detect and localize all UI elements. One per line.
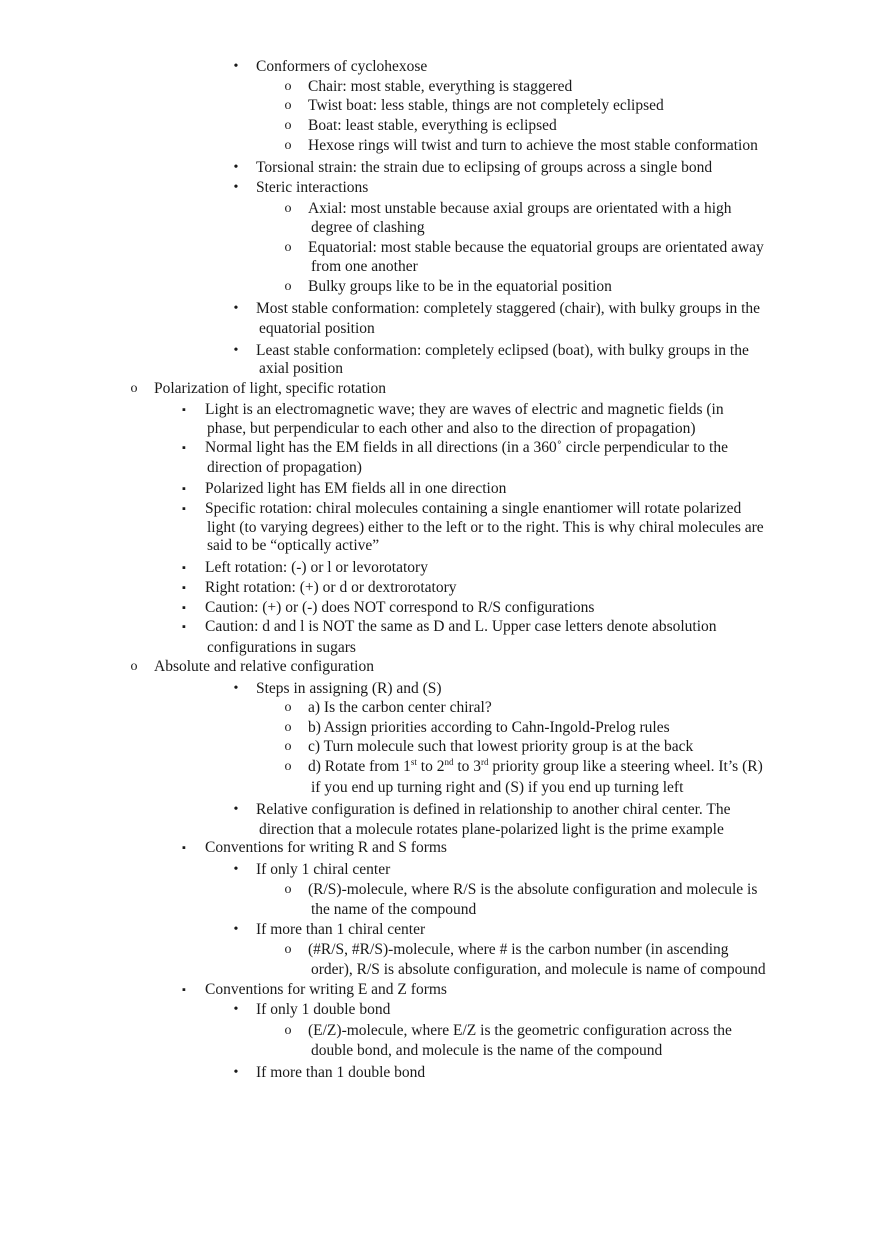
bullet-circle: o [284, 118, 292, 133]
bullet-square: ▪ [182, 442, 186, 454]
bullet-square: ▪ [182, 621, 186, 633]
bullet-circle: o [284, 279, 292, 294]
polarization-title: Polarization of light, specific rotation [154, 380, 387, 397]
rs-one-desc: (R/S)-molecule, where R/S is the absolute configuration and molecule is [308, 881, 758, 898]
conformers-title: Conformers of cyclohexose [256, 58, 428, 75]
step-d-part3: to 3 [453, 758, 482, 775]
rs-more-chiral: If more than 1 chiral center [256, 921, 426, 938]
ez-one-desc: (E/Z)-molecule, where E/Z is the geometric configuration across the [308, 1022, 732, 1039]
least-stable: Least stable conformation: completely eclipsed (boat), with bulky groups in the [256, 342, 749, 359]
polarization-left: Left rotation: (-) or l or levorotatory [205, 559, 428, 576]
bullet-dot: • [233, 922, 239, 937]
bullet-square: ▪ [182, 562, 186, 574]
bullet-circle: o [284, 79, 292, 94]
relative-configuration: Relative configuration is defined in relationship to another chiral center. The [256, 801, 731, 818]
bullet-dot: • [233, 160, 239, 175]
bullet-circle: o [284, 700, 292, 715]
least-stable-cont: axial position [259, 360, 343, 377]
bullet-dot: • [233, 301, 239, 316]
bullet-circle: o [284, 98, 292, 113]
relative-configuration-cont: direction that a molecule rotates plane-polarized light is the prime example [259, 821, 724, 838]
conformer-chair: Chair: most stable, everything is staggered [308, 78, 573, 95]
conformer-twist-boat: Twist boat: less stable, things are not completely eclipsed [308, 97, 664, 114]
step-d-part2: to 2 [416, 758, 445, 775]
steric-bulky: Bulky groups like to be in the equatorial position [308, 278, 612, 295]
bullet-dot: • [233, 1002, 239, 1017]
bullet-square: ▪ [182, 582, 186, 594]
polarization-caution1: Caution: (+) or (-) does NOT correspond to R/S configurations [205, 599, 595, 616]
step-d-part4: priority group like a steering wheel. It’s (R) [488, 758, 763, 775]
bullet-square: ▪ [182, 602, 186, 614]
step-d-sup2: nd [444, 757, 454, 767]
polarization-right: Right rotation: (+) or d or dextrorotatory [205, 579, 457, 596]
polarization-specific: Specific rotation: chiral molecules containing a single enantiomer will rotate polarized [205, 500, 742, 517]
bullet-dot: • [233, 681, 239, 696]
configuration-title: Absolute and relative configuration [154, 658, 374, 675]
rs-one-desc-cont: the name of the compound [311, 901, 477, 918]
steric-axial: Axial: most unstable because axial groups are orientated with a high [308, 200, 732, 217]
polarization-caution2-cont: configurations in sugars [207, 639, 356, 656]
steric-equatorial-cont: from one another [311, 258, 418, 275]
bullet-circle: o [284, 201, 292, 216]
bullet-dot: • [233, 802, 239, 817]
bullet-circle: o [284, 138, 292, 153]
bullet-dot: • [233, 862, 239, 877]
polarization-em-wave-cont: phase, but perpendicular to each other and also to the direction of propagation) [207, 420, 696, 437]
torsional-strain: Torsional strain: the strain due to eclipsing of groups across a single bond [256, 159, 713, 176]
polarization-normal: Normal light has the EM fields in all directions (in a 360˚ circle perpendicular to the [205, 439, 728, 456]
bullet-circle: o [130, 381, 138, 396]
conformer-boat: Boat: least stable, everything is eclipsed [308, 117, 557, 134]
rs-more-desc-cont: order), R/S is absolute configuration, and molecule is name of compound [311, 961, 766, 978]
step-c: c) Turn molecule such that lowest priority group is at the back [308, 738, 694, 755]
bullet-circle: o [284, 1023, 292, 1038]
ez-one-desc-cont: double bond, and molecule is the name of the compound [311, 1042, 663, 1059]
step-d-sup3: rd [481, 757, 489, 767]
polarization-polarized: Polarized light has EM fields all in one direction [205, 480, 507, 497]
step-d-sup1: st [410, 757, 417, 767]
bullet-circle: o [284, 882, 292, 897]
bullet-dot: • [233, 1065, 239, 1080]
step-b: b) Assign priorities according to Cahn-Ingold-Prelog rules [308, 719, 670, 736]
bullet-dot: • [233, 59, 239, 74]
bullet-circle: o [284, 739, 292, 754]
bullet-square: ▪ [182, 842, 186, 854]
ez-more-double-bond: If more than 1 double bond [256, 1064, 426, 1081]
steps-title: Steps in assigning (R) and (S) [256, 680, 442, 697]
bullet-dot: • [233, 343, 239, 358]
bullet-circle: o [284, 942, 292, 957]
bullet-circle: o [284, 720, 292, 735]
steric-equatorial: Equatorial: most stable because the equatorial groups are orientated away [308, 239, 764, 256]
most-stable-cont: equatorial position [259, 320, 375, 337]
bullet-circle: o [284, 240, 292, 255]
ez-one-double-bond: If only 1 double bond [256, 1001, 391, 1018]
rs-conventions-title: Conventions for writing R and S forms [205, 839, 447, 856]
bullet-square: ▪ [182, 483, 186, 495]
conformer-hexose-rings: Hexose rings will twist and turn to achieve the most stable conformation [308, 137, 758, 154]
step-d [308, 757, 763, 777]
polarization-em-wave: Light is an electromagnetic wave; they are waves of electric and magnetic fields (in [205, 401, 724, 418]
bullet-dot: • [233, 180, 239, 195]
polarization-specific-cont1: light (to varying degrees) either to the left or to the right. This is why chiral molecules are [207, 519, 764, 536]
step-a: a) Is the carbon center chiral? [308, 699, 492, 716]
steric-title: Steric interactions [256, 179, 369, 196]
polarization-normal-cont: direction of propagation) [207, 459, 362, 476]
polarization-caution2: Caution: d and l is NOT the same as D and L. Upper case letters denote absolution [205, 618, 717, 635]
bullet-square: ▪ [182, 984, 186, 996]
most-stable: Most stable conformation: completely staggered (chair), with bulky groups in the [256, 300, 761, 317]
bullet-circle: o [284, 759, 292, 774]
bullet-square: ▪ [182, 404, 186, 416]
polarization-specific-cont2: said to be “optically active” [207, 537, 380, 554]
step-d-cont: if you end up turning right and (S) if you end up turning left [311, 779, 684, 796]
step-d-part1: d) Rotate from 1 [308, 758, 411, 775]
rs-one-chiral: If only 1 chiral center [256, 861, 391, 878]
bullet-circle: o [130, 659, 138, 674]
bullet-square: ▪ [182, 503, 186, 515]
steric-axial-cont: degree of clashing [311, 219, 425, 236]
ez-conventions-title: Conventions for writing E and Z forms [205, 981, 447, 998]
rs-more-desc: (#R/S, #R/S)-molecule, where # is the carbon number (in ascending [308, 941, 729, 958]
